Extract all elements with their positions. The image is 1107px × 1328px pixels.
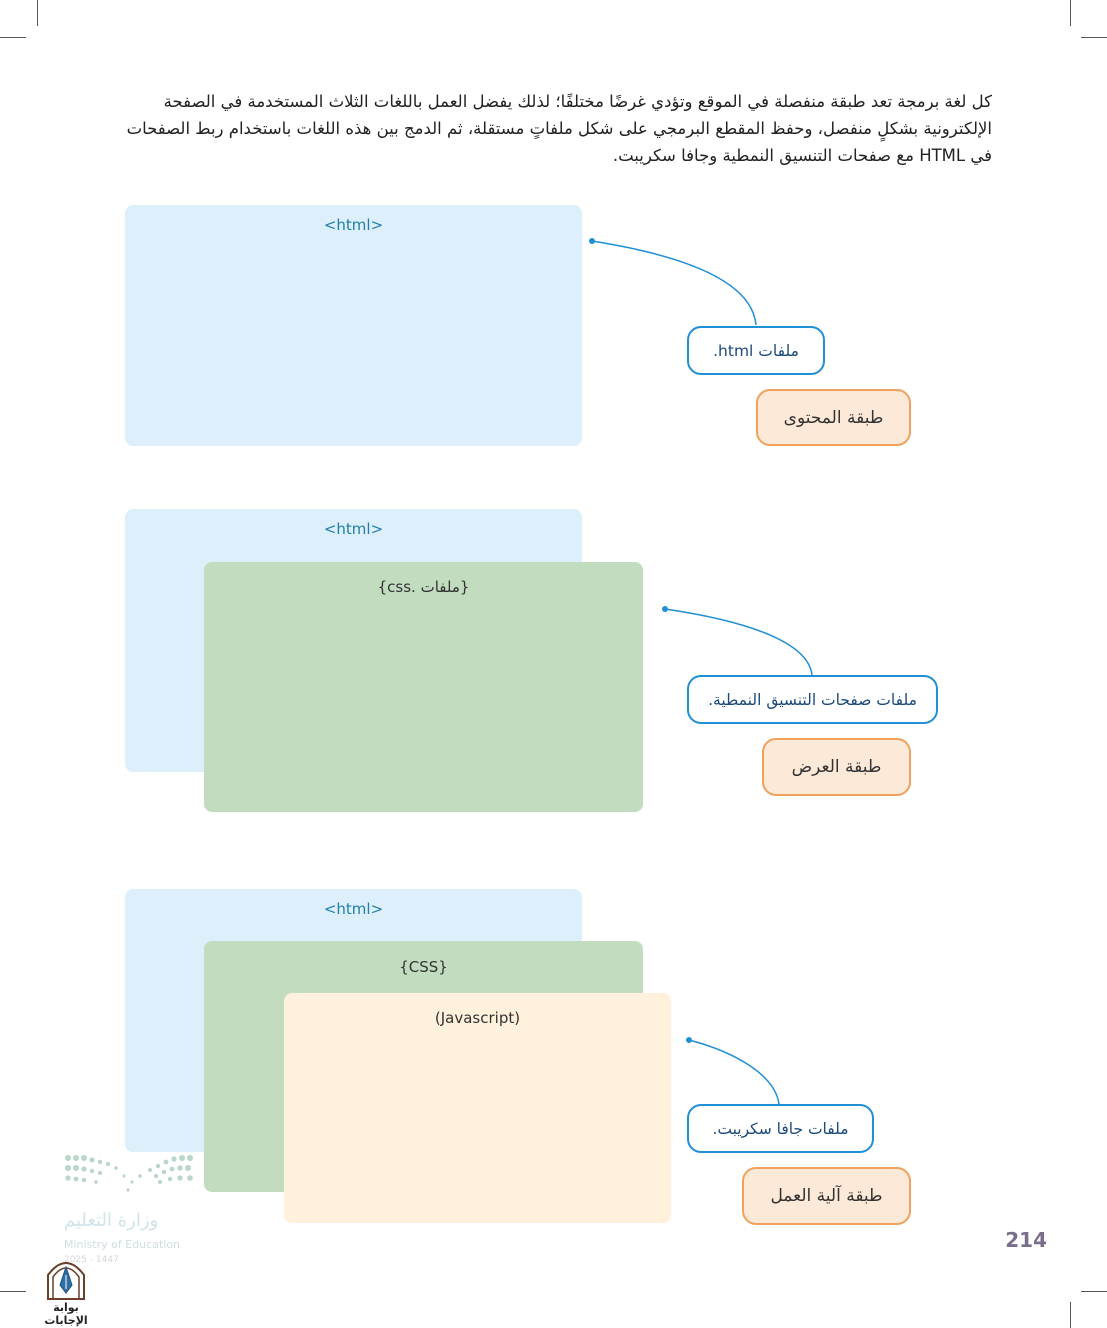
crop-mark — [1081, 1291, 1107, 1292]
intro-line: في HTML مع صفحات التنسيق النمطية وجافا سكريبت. — [612, 146, 992, 165]
portal-pen-icon — [30, 1255, 102, 1301]
behavior-layer-label — [742, 1167, 911, 1225]
html-files-label — [687, 326, 825, 375]
content-layer-label — [756, 389, 911, 446]
js-files-text: ملفات جافا سكريبت. — [712, 1119, 849, 1138]
css-label: {CSS} — [399, 958, 448, 976]
page-number: 214 — [1005, 1228, 1047, 1252]
ministry-dots-icon — [60, 1150, 205, 1205]
ministry-name-en: Ministry of Education — [64, 1238, 181, 1251]
js-label: (Javascript) — [434, 1009, 521, 1027]
html-label: <html> — [323, 216, 384, 234]
html-label: <html> — [323, 520, 384, 538]
ministry-name-ar: وزارة التعليم — [64, 1210, 159, 1231]
portal-logo — [30, 1255, 102, 1327]
connector-presentation — [665, 609, 812, 675]
connector-dot — [686, 1037, 692, 1043]
crop-mark — [0, 1291, 26, 1292]
intro-paragraph — [120, 88, 992, 169]
ministry-year: 2025 - 1447 — [64, 1255, 119, 1265]
css-label: {ملفات .css} — [377, 578, 470, 596]
intro-line: الإلكترونية بشكلٍ منفصل، وحفظ المقطع البرمجي على شكل ملفاتٍ مستقلة، ثم الدمج بين هذه اللغات باستخدام ربط الصفحات — [126, 119, 992, 138]
crop-mark — [1081, 37, 1107, 38]
ministry-logo — [60, 1150, 205, 1270]
behavior-layer-text: طبقة آلية العمل — [770, 1186, 883, 1206]
css-files-label — [687, 675, 938, 724]
portal-name: بوابة الإجابات — [44, 1301, 88, 1327]
connector-dot — [662, 606, 668, 612]
connector-dot — [589, 238, 595, 244]
presentation-layer-label — [762, 738, 911, 796]
crop-mark — [37, 0, 38, 26]
html-files-text: ملفات html. — [713, 341, 799, 360]
intro-line: كل لغة برمجة تعد طبقة منفصلة في الموقع وتؤدي غرضًا مختلفًا؛ لذلك يفضل العمل باللغات الثلاث المستخدمة في الصفحة — [163, 92, 992, 111]
content-layer-text: طبقة المحتوى — [783, 407, 884, 428]
connector-content — [592, 241, 756, 325]
html-label: <html> — [323, 900, 384, 918]
crop-mark — [0, 37, 26, 38]
presentation-layer-text: طبقة العرض — [791, 757, 882, 777]
js-files-label — [687, 1104, 874, 1153]
js-layer-box — [284, 993, 671, 1223]
crop-mark — [1070, 0, 1071, 26]
css-files-text: ملفات صفحات التنسيق النمطية. — [708, 690, 917, 709]
connector-behavior — [689, 1040, 779, 1104]
css-layer-box — [204, 562, 643, 812]
crop-mark — [1070, 1302, 1071, 1328]
html-layer-box — [125, 205, 582, 446]
